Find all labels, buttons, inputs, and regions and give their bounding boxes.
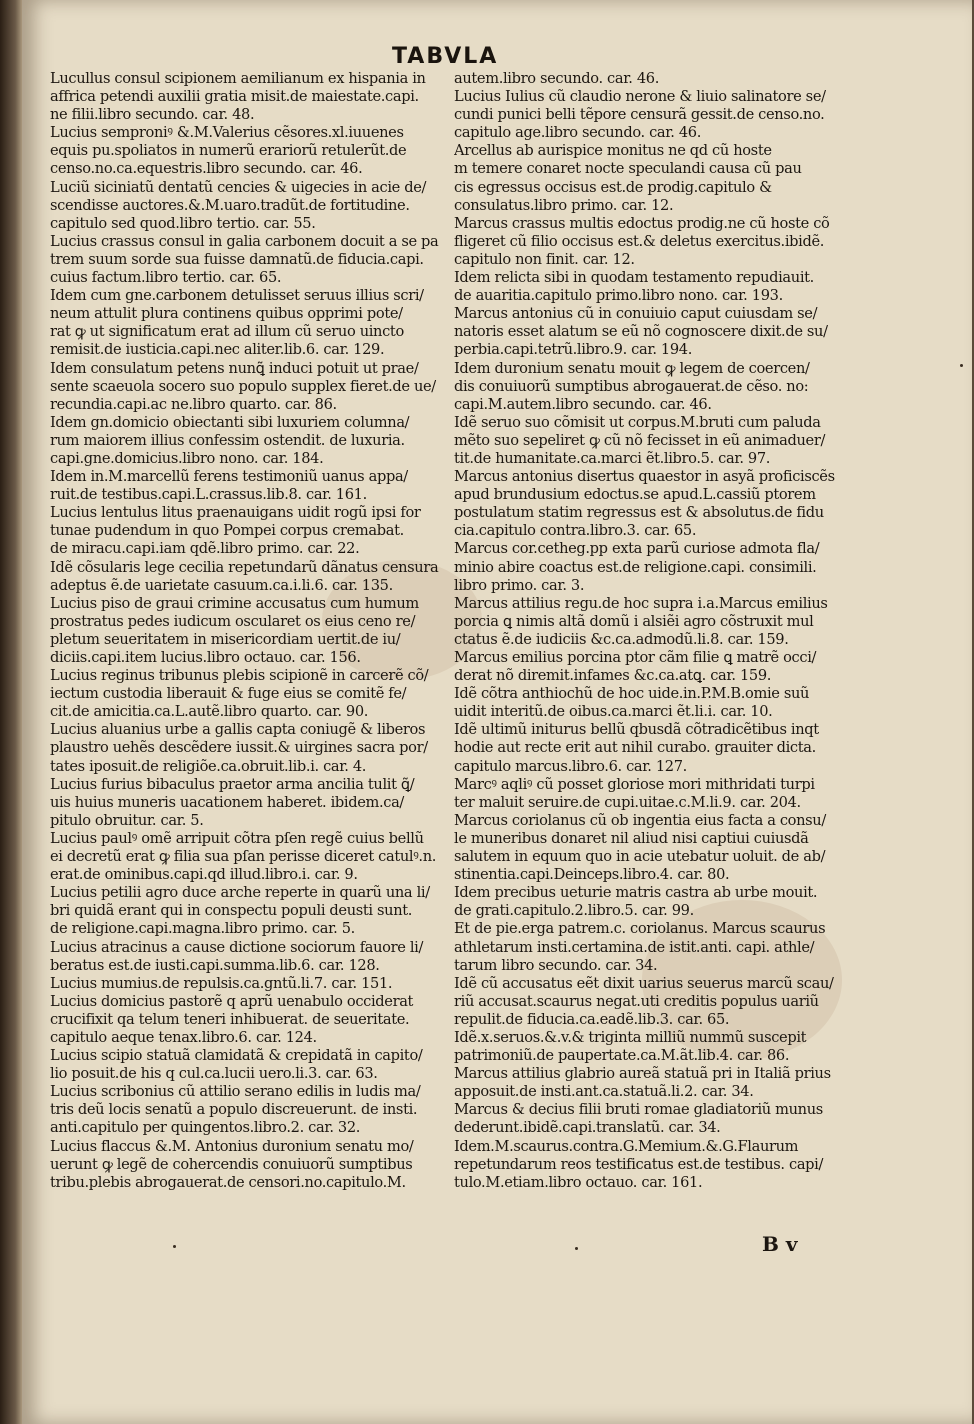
index-entry-line: Idem gn.domicio obiectanti sibi luxuriem columna/ [50,413,410,431]
index-entry-line: patrimoniũ.de paupertate.ca.M.ãt.lib.4. car. 86. [454,1047,790,1065]
index-entry-line: Marcꝰ aqliꝰ cũ posset gloriose mori mithridati turpi [454,775,815,793]
index-entry-line: uidit interitũ.de oibus.ca.marci ẽt.li.i. car. 10. [454,703,773,721]
index-entry-line: ctatus ẽ.de iudiciis &c.ca.admodũ.li.8. car. 159. [454,630,789,648]
index-entry-line: ne filii.libro secundo. car. 48. [50,106,255,124]
index-entry-line: ei decretũ erat ꝙ filia sua pſan perisse diceret catulꝰ.n. [50,848,437,866]
index-entry-line: ter maluit seruire.de cupi.uitae.c.M.li.9. car. 204. [454,793,801,811]
index-entry-line: consulatus.libro primo. car. 12. [454,196,674,214]
binding-gutter [0,0,22,1424]
index-entry-line: Lucius scipio statuã clamidatã & crepidatã in capito/ [50,1047,423,1065]
index-entry-line: autem.libro secundo. car. 46. [454,70,659,87]
index-entry-line: Idẽ cõtra anthiochũ de hoc uide.in.P.M.B.omie suũ [454,685,810,703]
index-entry-line: Idem cum gne.carbonem detulisset seruus illius scri/ [50,287,424,305]
index-entry-line: tit.de humanitate.ca.marci ẽt.libro.5. car. 97. [454,449,771,467]
index-entry-line: neum attulit plura continens quibus opprimi pote/ [50,305,403,323]
index-entry-line: Lucius petilii agro duce arche reperte in quarũ una li/ [50,884,430,902]
index-entry-line: Marcus attilius glabrio aureã statuã pri in Italiã prius [454,1065,831,1083]
signature-mark: B v [762,1232,798,1256]
index-entry-line: Idem precibus ueturie matris castra ab urbe mouit. [454,884,818,902]
index-entry-line: tates iposuit.de religiõe.ca.obruit.lib.i. car. 4. [50,757,367,775]
index-entry-line: m temere conaret nocte speculandi causa cũ pau [454,160,802,178]
index-entry-line: diciis.capi.item lucius.libro octauo. car. 156. [50,649,361,666]
index-entry-line: cundi punici belli tẽpore censurã gessit.de censo.no. [454,106,825,124]
index-entry-line: porcia ꝗ nimis altã domũ i alsiẽi agro cõstruxit mul [454,612,814,630]
index-entry-line: capitulo age.libro secundo. car. 46. [454,124,702,142]
index-entry-line: Lucius scribonius cũ attilio serano edilis in ludis ma/ [50,1083,421,1101]
index-entry-line: tulo.M.etiam.libro octauo. car. 161. [454,1173,703,1191]
index-entry-line: dis conuiuorũ sumptibus abrogauerat.de cẽso. no: [454,377,809,395]
index-entry-line: Idẽ cõsularis lege cecilia repetundarũ dãnatus censura [50,558,439,576]
right-column [454,70,848,1192]
index-entry-line: Lucius lentulus litus praenauigans uidit rogũ ipsi for [50,504,421,522]
index-entry-line: mẽto suo sepeliret ꝙ cũ nõ fecisset in eũ animaduer/ [454,431,826,449]
index-entry-line: libro primo. car. 3. [454,576,585,594]
index-entry-line: scendisse auctores.&.M.uaro.tradũt.de fortitudine. [50,196,410,214]
index-entry-line: Idẽ cũ accusatus eẽt dixit uarius seuerus marcũ scau/ [454,974,834,992]
index-entry-line: bri quidã erant qui in conspectu populi deusti sunt. [50,902,413,920]
index-entry-line: apud brundusium edoctus.se apud.L.cassiũ ptorem [454,486,816,504]
index-entry-line: de auaritia.capitulo primo.libro nono. car. 193. [454,287,783,305]
index-entry-line: Lucius piso de graui crimine accusatus cum humum [50,594,419,612]
index-entry-line: Lucius domicius pastorẽ q aprũ uenabulo occiderat [50,992,414,1010]
index-entry-line: repulit.de fiducia.ca.eadẽ.lib.3. car. 65. [454,1010,730,1028]
index-entry-line: Lucius Iulius cũ claudio nerone & liuio salinatore se/ [454,88,826,106]
index-entry-line: Idẽ.x.seruos.&.v.& triginta milliũ nummũ suscepit [454,1028,807,1046]
index-entry-line: hodie aut recte erit aut nihil curabo. grauiter dicta. [454,739,816,757]
index-entry-line: natoris esset alatum se eũ nõ cognoscere dixit.de su/ [454,323,828,341]
index-entry-line: capitulo marcus.libro.6. car. 127. [454,757,687,775]
index-entry-line: rum maiorem illius confessim ostendit. de luxuria. [50,431,405,449]
ink-dot [575,1247,578,1250]
index-entry-line: Marcus crassus multis edoctus prodig.ne cũ hoste cõ [454,214,830,232]
index-entry-line: capitulo non finit. car. 12. [454,250,635,268]
index-entry-line: uerunt ꝙ legẽ de cohercendis conuiuorũ sumptibus [50,1155,413,1173]
index-entry-line: Marcus antonius disertus quaestor in asyã proficiscẽs [454,468,835,486]
index-entry-line: perbia.capi.tetrũ.libro.9. car. 194. [454,341,693,359]
index-entry-line: repetundarum reos testificatus est.de testibus. capi/ [454,1155,824,1173]
index-entry-line: Lucius flaccus &.M. Antonius duronium senatu mo/ [50,1137,414,1155]
index-entry-line: le muneribus donaret nil aliud nisi captiui cuiusdã [454,829,809,847]
index-entry-line: capi.gne.domicius.libro nono. car. 184. [50,449,324,467]
index-entry-line: trem suum sorde sua fuisse damnatũ.de fiducia.capi. [50,250,424,268]
index-entry-line: prostratus pedes iudicum oscularet os eius ceno re/ [50,612,416,630]
index-entry-line: athletarum insti.certamina.de istit.anti. capi. athle/ [454,938,815,956]
index-entry-line: stinentia.capi.Deinceps.libro.4. car. 80. [454,866,730,884]
index-entry-line: tarum libro secundo. car. 34. [454,956,658,974]
index-entry-line: Idem consulatum petens nunꝗ̃ induci potuit ut prae/ [50,359,419,377]
index-entry-line: pletum seueritatem in misericordiam uertit.de iu/ [50,630,401,648]
index-entry-line: Marcus & decius filii bruti romae gladiatoriũ munus [454,1101,823,1119]
index-entry-line: tris deũ locis senatũ a populo discreuerunt. de insti. [50,1101,418,1119]
index-entry-line: remisit.de iusticia.capi.nec aliter.lib.6. car. 129. [50,341,385,359]
index-entry-line: equis pu.spoliatos in numerũ erariorũ retulerũt.de [50,142,407,160]
index-entry-line: Idẽ seruo suo cõmisit ut corpus.M.bruti cum paluda [454,413,821,431]
index-entry-line: Marcus coriolanus cũ ob ingentia eius facta a consu/ [454,811,826,829]
index-entry-line: de religione.capi.magna.libro primo. car. 5. [50,920,355,938]
index-entry-line: adeptus ẽ.de uarietate casuum.ca.i.li.6. car. 135. [50,576,393,594]
index-entry-line: tribu.plebis abrogauerat.de censori.no.capitulo.M. [50,1173,406,1191]
index-entry-line: iectum custodia liberauit & fuge eius se comitẽ fe/ [50,685,407,703]
index-entry-line: pitulo obruitur. car. 5. [50,811,204,829]
index-entry-line: capi.M.autem.libro secundo. car. 46. [454,395,712,413]
index-entry-line: Idem.M.scaurus.contra.G.Memium.&.G.Flaurum [454,1137,799,1155]
index-entry-line: crucifixit qa telum teneri inhibuerat. de seueritate. [50,1010,410,1028]
index-entry-line: minio abire coactus est.de religione.capi. consimili. [454,558,817,576]
index-entry-line: uis huius muneris uacationem haberet. ibidem.ca/ [50,793,404,811]
index-entry-line: ruit.de testibus.capi.L.crassus.lib.8. car. 161. [50,486,367,504]
index-entry-line: fligeret cũ filio occisus est.& deletus exercitus.ibidẽ. [454,232,825,250]
index-entry-line: anti.capitulo per quingentos.libro.2. car. 32. [50,1119,361,1137]
index-entry-line: de miracu.capi.iam qdẽ.libro primo. car. 22. [50,540,360,558]
index-entry-line: censo.no.ca.equestris.libro secundo. car. 46. [50,160,363,178]
index-entry-line: affrica petendi auxilii gratia misit.de maiestate.capi. [50,88,419,106]
index-entry-line: Lucius mumius.de repulsis.ca.gntũ.li.7. car. 151. [50,974,393,992]
index-entry-line: cit.de amicitia.ca.L.autẽ.libro quarto. car. 90. [50,703,369,721]
index-entry-line: lio posuit.de his q cul.ca.lucii uero.li.3. car. 63. [50,1065,378,1083]
index-entry-line: Lucius atracinus a cause dictione sociorum fauore li/ [50,938,424,956]
page-title: TABVLA [392,44,499,69]
index-entry-line: recundia.capi.ac ne.libro quarto. car. 86. [50,395,337,413]
index-entry-line: Marcus emilius porcina ptor cãm filie ꝗ matrẽ occi/ [454,649,817,666]
index-entry-line: Lucullus consul scipionem aemilianum ex hispania in [50,70,426,87]
index-entry-line: de grati.capitulo.2.libro.5. car. 99. [454,902,694,920]
index-entry-line: plaustro uehẽs descẽdere iussit.& uirgines sacra por/ [50,739,428,757]
index-entry-line: Lucius semproniꝰ &.M.Valerius cẽsores.xl.iuuenes [50,124,404,142]
index-entry-line: Lucius furius bibaculus praetor arma ancilia tulit ꝗ̃/ [50,775,415,793]
index-entry-line: Idẽ ultimũ initurus bellũ qbusdã cõtradicẽtibus inqt [454,721,819,739]
ink-dot [173,1245,176,1248]
index-entry-line: cuius factum.libro tertio. car. 65. [50,269,282,287]
index-entry-line: salutem in equum quo in acie utebatur uoluit. de ab/ [454,848,826,866]
left-column [50,70,444,1192]
index-entry-line: dederunt.ibidẽ.capi.translatũ. car. 34. [454,1119,721,1137]
index-entry-line: Lucius paulꝰ omẽ arripuit cõtra pſen regẽ cuius bellũ [50,829,424,847]
index-entry-line: Idem duronium senatu mouit ꝙ legem de coercen/ [454,359,810,377]
index-entry-line: Idem relicta sibi in quodam testamento repudiauit. [454,269,814,287]
index-entry-line: capitulo aeque tenax.libro.6. car. 124. [50,1028,317,1046]
index-entry-line: Idem in.M.marcellũ ferens testimoniũ uanus appa/ [50,468,408,486]
ink-dot [960,364,963,367]
index-entry-line: Luciũ siciniatũ dentatũ cencies & uigecies in acie de/ [50,178,427,196]
index-entry-line: Et de pie.erga patrem.c. coriolanus. Marcus scaurus [454,920,826,938]
index-entry-line: Marcus attilius regu.de hoc supra i.a.Marcus emilius [454,594,828,612]
index-entry-line: postulatum statim regressus est & absolutus.de fidu [454,504,824,522]
index-entry-line: cia.capitulo contra.libro.3. car. 65. [454,522,697,540]
index-entry-line: apposuit.de insti.ant.ca.statuã.li.2. car. 34. [454,1083,754,1101]
index-entry-line: Lucius aluanius urbe a gallis capta coniugẽ & liberos [50,721,426,739]
index-entry-line: Marcus cor.cetheg.pp exta parũ curiose admota fla/ [454,540,820,558]
index-entry-line: tunae pudendum in quo Pompei corpus cremabat. [50,522,404,540]
index-entry-line: derat nõ diremit.infames &c.ca.atꝗ. car. 159. [454,667,772,685]
index-entry-line: Arcellus ab aurispice monitus ne qd cũ hoste [454,142,772,160]
index-entry-line: beratus est.de iusti.capi.summa.lib.6. car. 128. [50,956,380,974]
index-entry-line: rat ꝙ ut significatum erat ad illum cũ seruo uincto [50,323,404,341]
index-entry-line: Marcus antonius cũ in conuiuio caput cuiusdam se/ [454,305,818,323]
index-entry-line: Lucius crassus consul in galia carbonem docuit a se pa [50,232,439,250]
index-entry-line: riũ accusat.scaurus negat.uti creditis populus uariũ [454,992,819,1010]
index-entry-line: erat.de ominibus.capi.qd illud.libro.i. car. 9. [50,866,358,884]
index-entry-line: capitulo sed quod.libro tertio. car. 55. [50,214,316,232]
index-entry-line: cis egressus occisus est.de prodig.capitulo & [454,178,772,196]
index-entry-line: Lucius reginus tribunus plebis scipionẽ in carcerẽ cõ/ [50,667,429,685]
index-entry-line: sente scaeuola socero suo populo supplex fieret.de ue/ [50,377,436,395]
